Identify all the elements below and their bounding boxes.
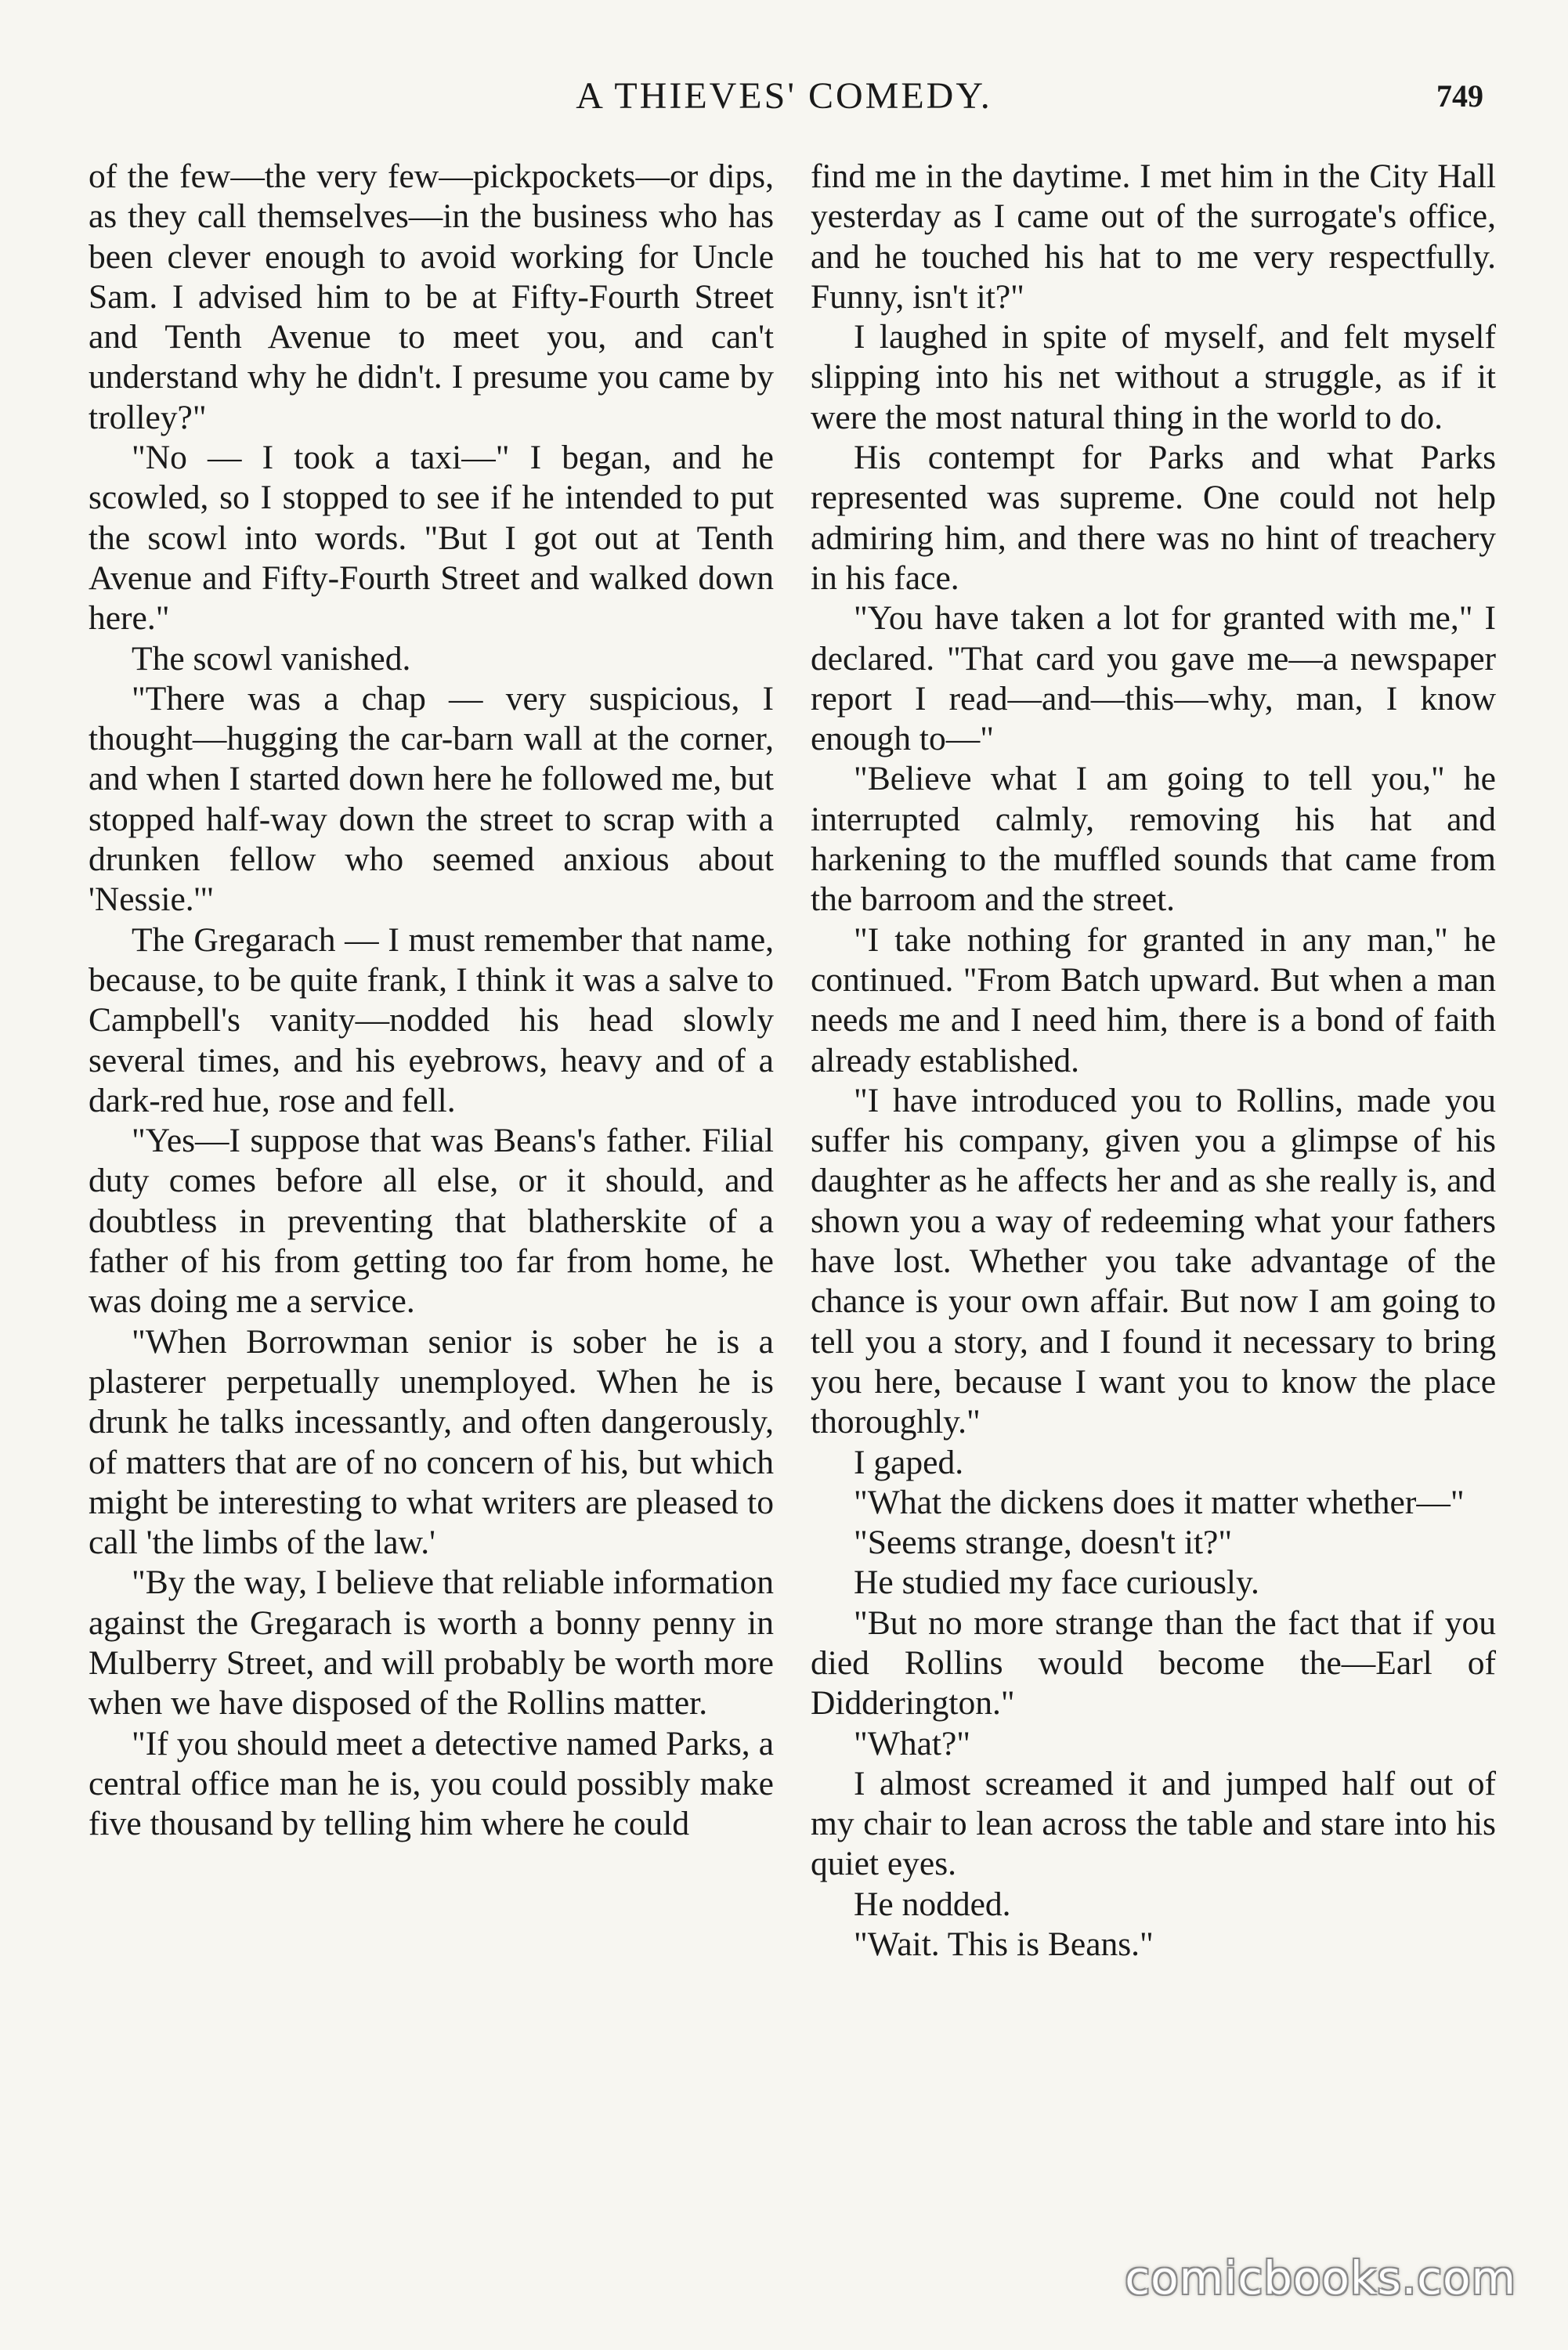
paragraph: find me in the daytime. I met him in the City Hall yesterday as I came out of the surrogate's office, and he touched his hat to me very respectfully. Funny, isn't it?" — [811, 157, 1496, 316]
paragraph: The scowl vanished. — [132, 639, 411, 678]
paragraph: "I take nothing for granted in any man," he continued. "From Batch upward. But when a man needs me and I need him, there is a bond of faith already established. — [811, 920, 1496, 1079]
paragraph: The Gregarach — I must remember that name, because, to be quite frank, I think it was a salve to Campbell's vanity—nodded his head slowly several times, and his eyebrows, heavy and of a dark-red hue, rose and fell. — [89, 920, 774, 1119]
left-column — [89, 157, 774, 1844]
site-watermark: comicbooks.com — [1125, 2251, 1516, 2305]
paragraph: I almost screamed it and jumped half out of my chair to lean across the table and stare into his quiet eyes. — [811, 1764, 1496, 1883]
page-number: 749 — [1436, 78, 1483, 114]
paragraph: He nodded. — [854, 1885, 1011, 1923]
paragraph: "But no more strange than the fact that if you died Rollins would become the—Earl of Didderington." — [811, 1603, 1496, 1723]
paragraph: "Seems strange, doesn't it?" — [854, 1524, 1233, 1562]
paragraph: "Believe what I am going to tell you," he interrupted calmly, removing his hat and harkening to the muffled sounds that came from the barroom and the street. — [811, 760, 1496, 919]
paragraph: He studied my face curiously. — [854, 1564, 1259, 1602]
paragraph: "I have introduced you to Rollins, made you suffer his company, given you a glimpse of his daughter as he affects her and as she really is, and shown you a way of redeeming what your fathers have lost. Whether you take advantage of the chance is your own affair. But now I am going to tell you a story, and I found it necessary to bring you here, because I want you to know the place thoroughly." — [811, 1081, 1496, 1441]
paragraph: of the few—the very few—pickpockets—or dips, as they call themselves—in the business who has been clever enough to avoid working for Uncle Sam. I advised him to be at Fifty-Fourth Street and Tenth Avenue to meet you, and can't understand why he didn't. I presume you came by trolley?" — [89, 157, 774, 436]
paragraph: "What?" — [854, 1724, 971, 1762]
paragraph: "You have taken a lot for granted with me," I declared. "That card you gave me—a newspaper report I read—and—this—why, man, I know enough to—" — [811, 599, 1496, 758]
page-header — [0, 69, 1568, 124]
right-column — [811, 157, 1496, 1965]
paragraph: "There was a chap — very suspicious, I thought—hugging the car-barn wall at the corner, and when I started down here he followed me, but stopped half-way down the street to scrap with a drunken fellow who seemed anxious about 'Nessie.'" — [89, 679, 774, 919]
paragraph: "By the way, I believe that reliable information against the Gregarach is worth a bonny penny in Mulberry Street, and will probably be worth more when we have disposed of the Rollins matter. — [89, 1564, 774, 1723]
paragraph: "When Borrowman senior is sober he is a plasterer perpetually unemployed. When he is drunk he talks incessantly, and often dangerously, of matters that are of no concern of his, but which might be interesting to what writers are pleased to call 'the limbs of the law.' — [89, 1322, 774, 1562]
paragraph: "Wait. This is Beans." — [854, 1925, 1154, 1964]
paragraph: "If you should meet a detective named Parks, a central office man he is, you could possibly make five thousand by telling him where he could — [89, 1724, 774, 1843]
running-title: A THIEVES' COMEDY. — [576, 75, 992, 117]
paragraph: "What the dickens does it matter whether—" — [854, 1483, 1465, 1521]
paragraph: "Yes—I suppose that was Beans's father. Filial duty comes before all else, or it should, and doubtless in preventing that blatherskite of a father of his from getting too far from home, he was doing me a service. — [89, 1122, 774, 1321]
paragraph: "No — I took a taxi—" I began, and he scowled, so I stopped to see if he intended to put the scowl into words. "But I got out at Tenth Avenue and Fifty-Fourth Street and walked down here." — [89, 439, 774, 638]
paragraph: I gaped. — [854, 1443, 964, 1481]
paragraph: I laughed in spite of myself, and felt myself slipping into his net without a struggle, as if it were the most natural thing in the world to do. — [811, 318, 1496, 436]
paragraph: His contempt for Parks and what Parks represented was supreme. One could not help admiring him, and there was no hint of treachery in his face. — [811, 439, 1496, 597]
